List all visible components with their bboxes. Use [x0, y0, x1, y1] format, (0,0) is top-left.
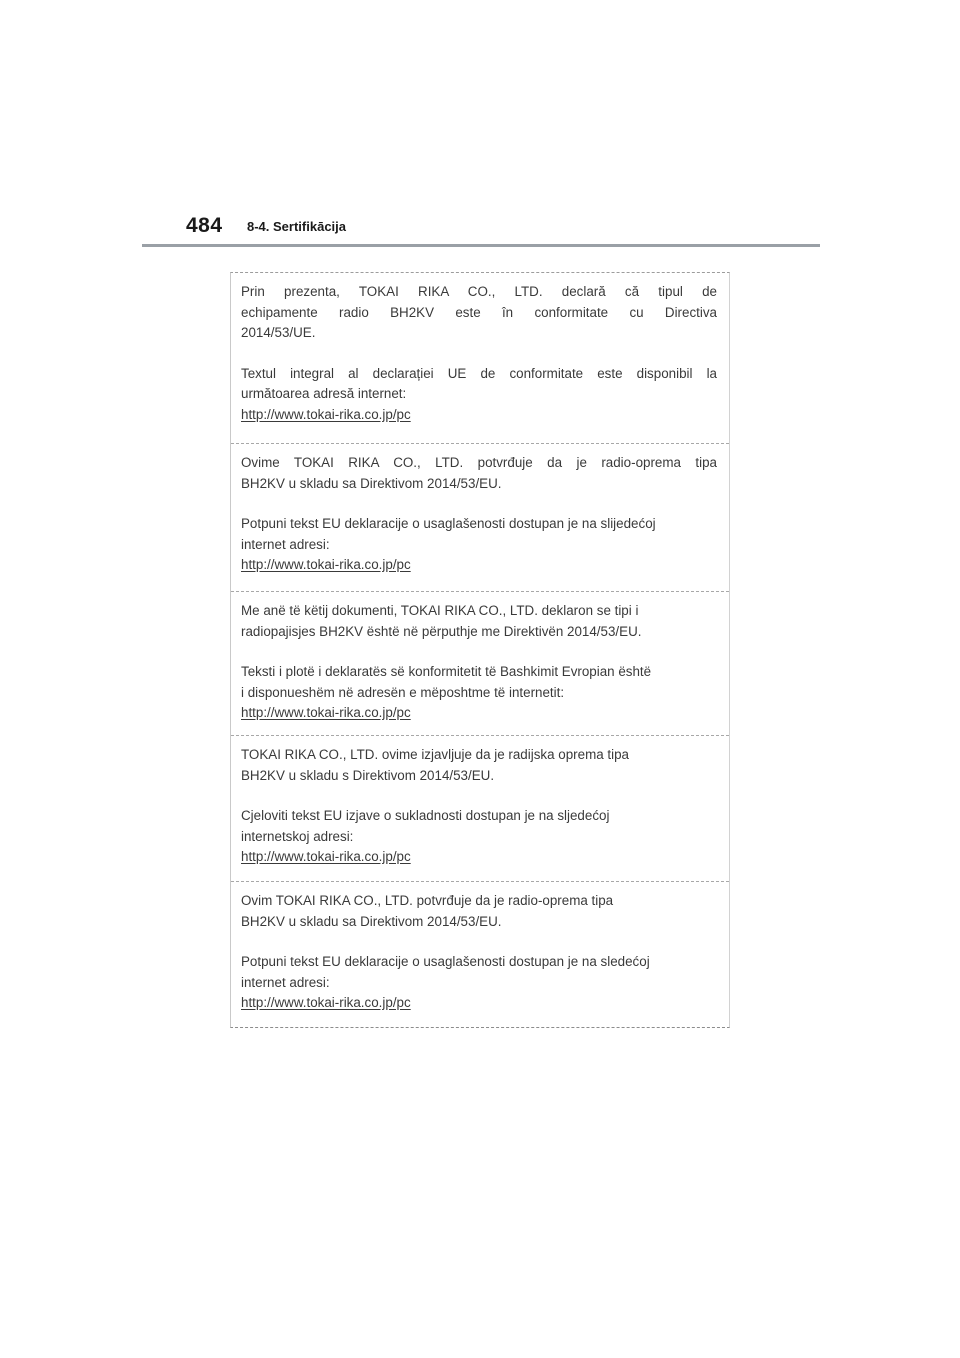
header-rule	[142, 244, 820, 247]
statement-line: BH2KV u skladu s Direktivom 2014/53/EU.	[241, 767, 495, 783]
statement-line: Prin prezenta, TOKAI RIKA CO., LTD. declară că tipul de	[241, 284, 717, 299]
availability-paragraph	[241, 662, 717, 724]
statement-line: Me anë të këtij dokumenti, TOKAI RIKA CO., LTD. deklaron se tipi i	[241, 603, 639, 618]
availability-line: Potpuni tekst EU deklaracije o usaglašenosti dostupan je na slijedećoj	[241, 516, 656, 531]
section-title: 8-4. Sertifikācija	[247, 219, 346, 234]
statement-line: TOKAI RIKA CO., LTD. ovime izjavljuje da je radijska oprema tipa	[241, 747, 629, 762]
statement-line: 2014/53/UE.	[241, 325, 316, 340]
statement-line: Ovim TOKAI RIKA CO., LTD. potvrđuje da je radio-oprema tipa	[241, 893, 614, 908]
statement-line: Ovime TOKAI RIKA CO., LTD. potvrđuje da je radio-oprema tipa	[241, 455, 717, 470]
availability-line: internetskoj adresi:	[241, 828, 354, 844]
declaration-url-link[interactable]: http://www.tokai-rika.co.jp/pc	[241, 557, 411, 572]
availability-line: i disponueshëm në adresën e mëposhtme të internetit:	[241, 684, 565, 700]
statement-paragraph	[241, 745, 717, 786]
declaration-url-link[interactable]: http://www.tokai-rika.co.jp/pc	[241, 995, 411, 1010]
availability-paragraph	[241, 806, 717, 868]
availability-paragraph	[241, 364, 717, 426]
statement-line: radiopajisjes BH2KV është në përputhje me Direktivën 2014/53/EU.	[241, 623, 642, 639]
availability-paragraph	[241, 952, 717, 1014]
availability-line: următoarea adresă internet:	[241, 386, 407, 401]
statement-paragraph	[241, 453, 717, 494]
declaration-block	[231, 591, 729, 724]
declaration-block	[231, 273, 729, 425]
availability-line: internet adresi:	[241, 536, 330, 552]
declaration-url-link[interactable]: http://www.tokai-rika.co.jp/pc	[241, 705, 411, 720]
declaration-block	[231, 443, 729, 576]
availability-line: Teksti i plotë i deklaratës së konformitetit të Bashkimit Evropian është	[241, 664, 652, 679]
availability-line: Cjeloviti tekst EU izjave o sukladnosti dostupan je na sljedećoj	[241, 808, 610, 823]
statement-line: BH2KV u skladu sa Direktivom 2014/53/EU.	[241, 475, 502, 491]
declaration-block	[231, 735, 729, 868]
availability-paragraph	[241, 514, 717, 576]
declaration-box	[230, 272, 730, 1028]
statement-paragraph	[241, 601, 717, 642]
statement-paragraph	[241, 282, 717, 344]
statement-line: BH2KV u skladu sa Direktivom 2014/53/EU.	[241, 913, 502, 929]
availability-line: Textul integral al declarației UE de conformitate este disponibil la	[241, 365, 717, 381]
declaration-url-link[interactable]: http://www.tokai-rika.co.jp/pc	[241, 849, 411, 864]
statement-paragraph	[241, 891, 717, 932]
availability-line: Potpuni tekst EU deklaracije o usaglašenosti dostupan je na sledećoj	[241, 954, 650, 969]
declaration-block	[231, 881, 729, 1014]
availability-line: internet adresi:	[241, 974, 330, 990]
page-header	[186, 214, 820, 246]
page-number: 484	[186, 214, 223, 237]
declaration-url-link[interactable]: http://www.tokai-rika.co.jp/pc	[241, 406, 411, 422]
statement-line: echipamente radio BH2KV este în conformitate cu Directiva	[241, 304, 717, 320]
